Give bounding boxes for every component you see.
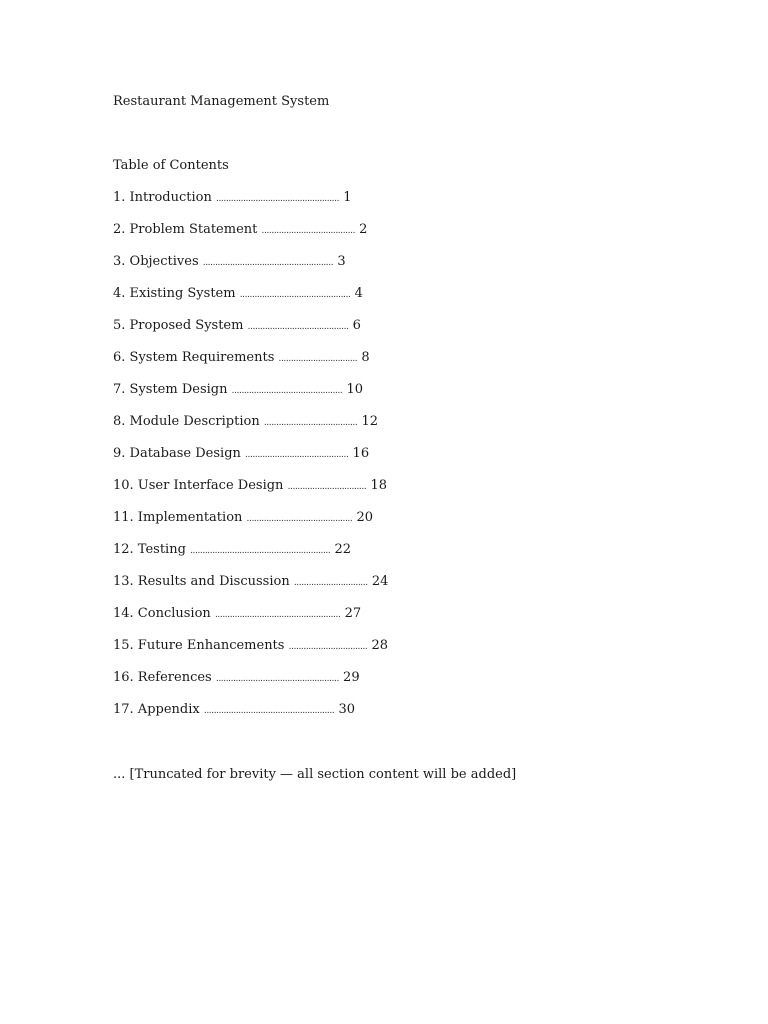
toc-entry-page: 6 [352,318,361,333]
document-title: Restaurant Management System [113,94,330,109]
toc-entry [113,189,388,221]
toc-entry-leader: ......................................... [247,322,349,332]
toc-entry [113,349,388,381]
toc-entry-page: 3 [337,254,346,269]
toc-entry [113,445,388,477]
toc-entry [113,541,388,573]
toc-entry-label: 2. Problem Statement [113,222,258,237]
toc-entry-label: 16. References [113,670,212,685]
toc-entry [113,381,388,413]
toc-entry-page: 1 [343,190,352,205]
toc-entry [113,637,388,669]
toc-entry-leader: ................................................... [214,610,341,620]
toc-entry-page: 10 [346,382,364,397]
toc-entry-leader: .................................................. [215,674,339,684]
toc-entry-leader: .......................................... [245,450,349,460]
toc-entry-page: 8 [361,350,370,365]
toc-entry-leader: ............................................. [239,290,351,300]
toc-entry [113,285,388,317]
toc-entry-leader: ..................................................... [202,258,334,268]
toc-entry-label: 7. System Design [113,382,228,397]
toc-entry-leader: .............................. [293,578,368,588]
toc-entry-label: 6. System Requirements [113,350,275,365]
toc-entry-page: 4 [354,286,363,301]
toc-entry-label: 15. Future Enhancements [113,638,285,653]
toc-entry-page: 2 [359,222,368,237]
toc-entry [113,477,388,509]
toc-entry-label: 14. Conclusion [113,606,211,621]
toc-entry-page: 22 [334,542,352,557]
toc-entry-label: 8. Module Description [113,414,260,429]
toc-entry-leader: ................................ [278,354,358,364]
toc-entry-page: 24 [371,574,389,589]
toc-entry-page: 29 [343,670,360,685]
toc-entry-leader: ...................................... [263,418,358,428]
toc-entry [113,509,388,541]
toc-entry [113,413,388,445]
toc-entry-leader: ............................................. [231,386,343,396]
toc-entry-leader: ........................................... [246,514,353,524]
toc-entry [113,221,388,253]
toc-entry-label: 3. Objectives [113,254,199,269]
toc-entry [113,317,388,349]
toc-entry-label: 13. Results and Discussion [113,574,290,589]
toc-entry-leader: .................................................. [216,194,340,204]
toc-entry-label: 1. Introduction [113,190,212,205]
toc-entry [113,573,388,605]
toc-heading: Table of Contents [113,158,229,173]
toc-entry-label: 9. Database Design [113,446,241,461]
truncation-note: ... [Truncated for brevity — all section content will be added] [113,767,517,782]
toc-entry-leader: ......................................................... [190,546,331,556]
toc-entry-leader: ................................ [288,642,368,652]
table-of-contents [113,189,388,733]
toc-entry-label: 17. Appendix [113,702,200,717]
toc-entry [113,701,388,733]
toc-entry-label: 11. Implementation [113,510,243,525]
toc-entry-leader: ................................ [287,482,367,492]
toc-entry-label: 4. Existing System [113,286,236,301]
toc-entry-label: 10. User Interface Design [113,478,284,493]
toc-entry-page: 16 [352,446,370,461]
toc-entry [113,605,388,637]
toc-entry-label: 5. Proposed System [113,318,244,333]
toc-entry-page: 12 [361,414,379,429]
toc-entry-leader: ..................................................... [203,706,335,716]
toc-entry-page: 20 [356,510,374,525]
toc-entry-page: 27 [344,606,362,621]
toc-entry-page: 30 [338,702,355,717]
toc-entry-page: 28 [371,638,389,653]
toc-entry [113,253,388,285]
toc-entry [113,669,388,701]
toc-entry-label: 12. Testing [113,542,186,557]
toc-entry-page: 18 [370,478,387,493]
toc-entry-leader: ...................................... [261,226,356,236]
